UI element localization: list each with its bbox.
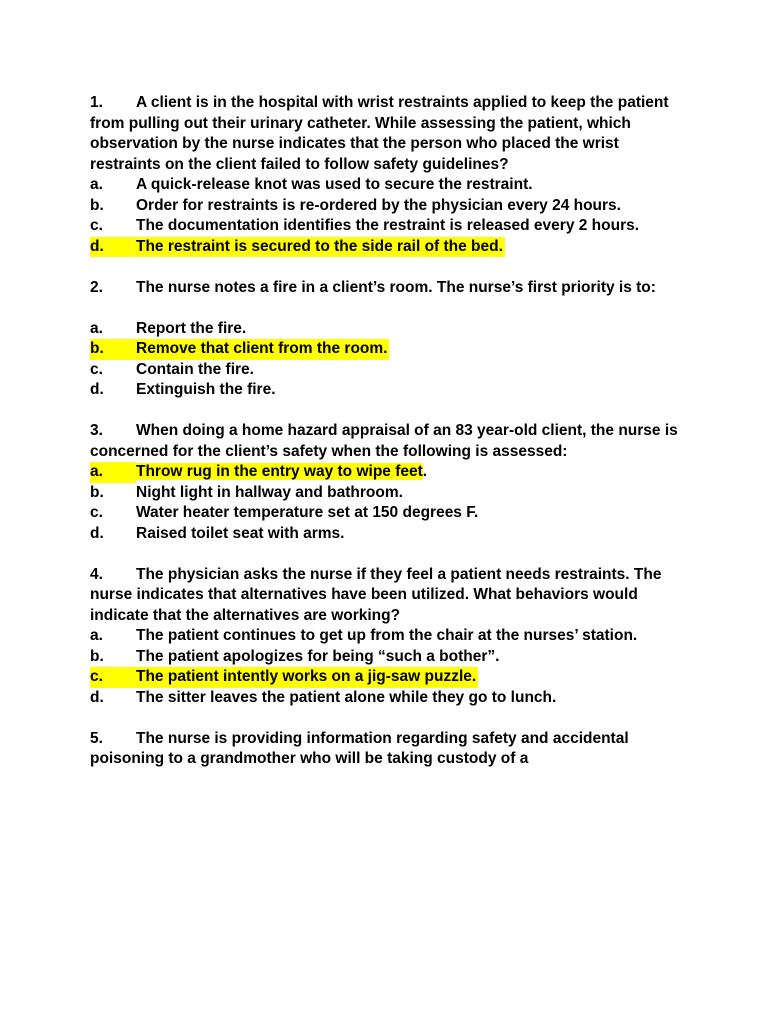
question-5 [90, 729, 690, 770]
question-text: The nurse is providing information regarding safety and accidental poisoning to a grandmother who will be taking custody of a [90, 729, 629, 767]
question-stem [90, 565, 690, 627]
option-text: The patient apologizes for being “such a bother”. [136, 647, 500, 665]
question-1 [90, 93, 690, 257]
answer-option-a [90, 319, 690, 340]
option-letter: a. [90, 627, 103, 644]
answer-option-c [90, 503, 690, 524]
question-number: 2. [90, 278, 103, 296]
option-letter: a. [90, 319, 103, 337]
question-stem [90, 278, 690, 299]
question-number: 4. [90, 565, 103, 583]
option-text: The sitter leaves the patient alone while they go to lunch. [136, 688, 557, 706]
answer-option-d [90, 380, 690, 401]
option-letter: b. [90, 340, 104, 357]
question-number: 1. [90, 94, 103, 111]
option-letter: a. [90, 176, 103, 193]
question-stem [90, 421, 690, 462]
option-text: The patient intently works on a jig-saw puzzle. [136, 668, 477, 685]
option-text: Report the fire. [136, 319, 247, 337]
answer-option-c [90, 216, 690, 237]
answer-option-a [90, 175, 690, 196]
option-letter: b. [90, 483, 104, 501]
question-2 [90, 278, 690, 401]
question-3 [90, 421, 690, 544]
option-letter: d. [90, 688, 104, 706]
answer-option-b [90, 483, 690, 504]
question-text: The physician asks the nurse if they feel a patient needs restraints. The nurse indicates that alternatives have been utilized. What behaviors would indicate that the alternatives are working? [90, 565, 662, 624]
spacer [90, 298, 690, 319]
answer-option-d-highlighted [90, 237, 505, 258]
option-text: Night light in hallway and bathroom. [136, 483, 403, 501]
option-text: Remove that client from the room. [136, 340, 388, 357]
option-text-wrap [136, 462, 427, 483]
option-letter: d. [90, 524, 104, 542]
question-text: A client is in the hospital with wrist restraints applied to keep the patient from pulling out their urinary catheter. While assessing the patient, which observation by the nurse indicates that the person who placed the wrist restraints on the client failed to follow safety guidelines? [90, 94, 669, 173]
option-letter: c. [90, 217, 103, 234]
answer-option-a-highlighted [90, 462, 690, 483]
option-text: Extinguish the fire. [136, 381, 276, 398]
option-letter: d. [90, 381, 104, 398]
answer-option-a [90, 626, 690, 647]
answer-option-c-highlighted [90, 667, 478, 688]
answer-option-d [90, 688, 690, 709]
document-page [90, 93, 690, 790]
question-text: The nurse notes a fire in a client’s room. The nurse’s first priority is to: [136, 278, 656, 296]
option-text: The patient continues to get up from the chair at the nurses’ station. [136, 627, 638, 644]
answer-option-b [90, 196, 690, 217]
option-text: Order for restraints is re-ordered by the physician every 24 hours. [136, 196, 621, 214]
question-stem [90, 93, 690, 175]
question-4 [90, 565, 690, 709]
question-stem [90, 729, 690, 770]
answer-option-b-highlighted [90, 339, 389, 360]
option-letter: c. [90, 668, 103, 685]
option-text-suffix: . [422, 463, 428, 480]
option-text: Throw rug in the entry way to wipe feet [136, 463, 423, 480]
option-text: Water heater temperature set at 150 degrees F. [136, 504, 479, 521]
option-text: The documentation identifies the restraint is released every 2 hours. [136, 217, 640, 234]
option-letter: d. [90, 237, 104, 255]
question-number: 3. [90, 422, 103, 439]
option-letter: c. [90, 504, 103, 521]
question-number: 5. [90, 729, 103, 747]
answer-option-b [90, 647, 690, 668]
option-letter: a. [90, 462, 136, 483]
option-text: A quick-release knot was used to secure the restraint. [136, 176, 533, 193]
option-text: Raised toilet seat with arms. [136, 524, 345, 542]
question-text: When doing a home hazard appraisal of an 83 year-old client, the nurse is concerned for the client’s safety when the following is assessed: [90, 422, 678, 460]
option-text: The restraint is secured to the side rail of the bed. [136, 237, 503, 255]
option-text: Contain the fire. [136, 360, 254, 378]
option-letter: b. [90, 196, 104, 214]
option-letter: b. [90, 647, 104, 665]
answer-option-d [90, 524, 690, 545]
option-letter: c. [90, 360, 103, 378]
answer-option-c [90, 360, 690, 381]
